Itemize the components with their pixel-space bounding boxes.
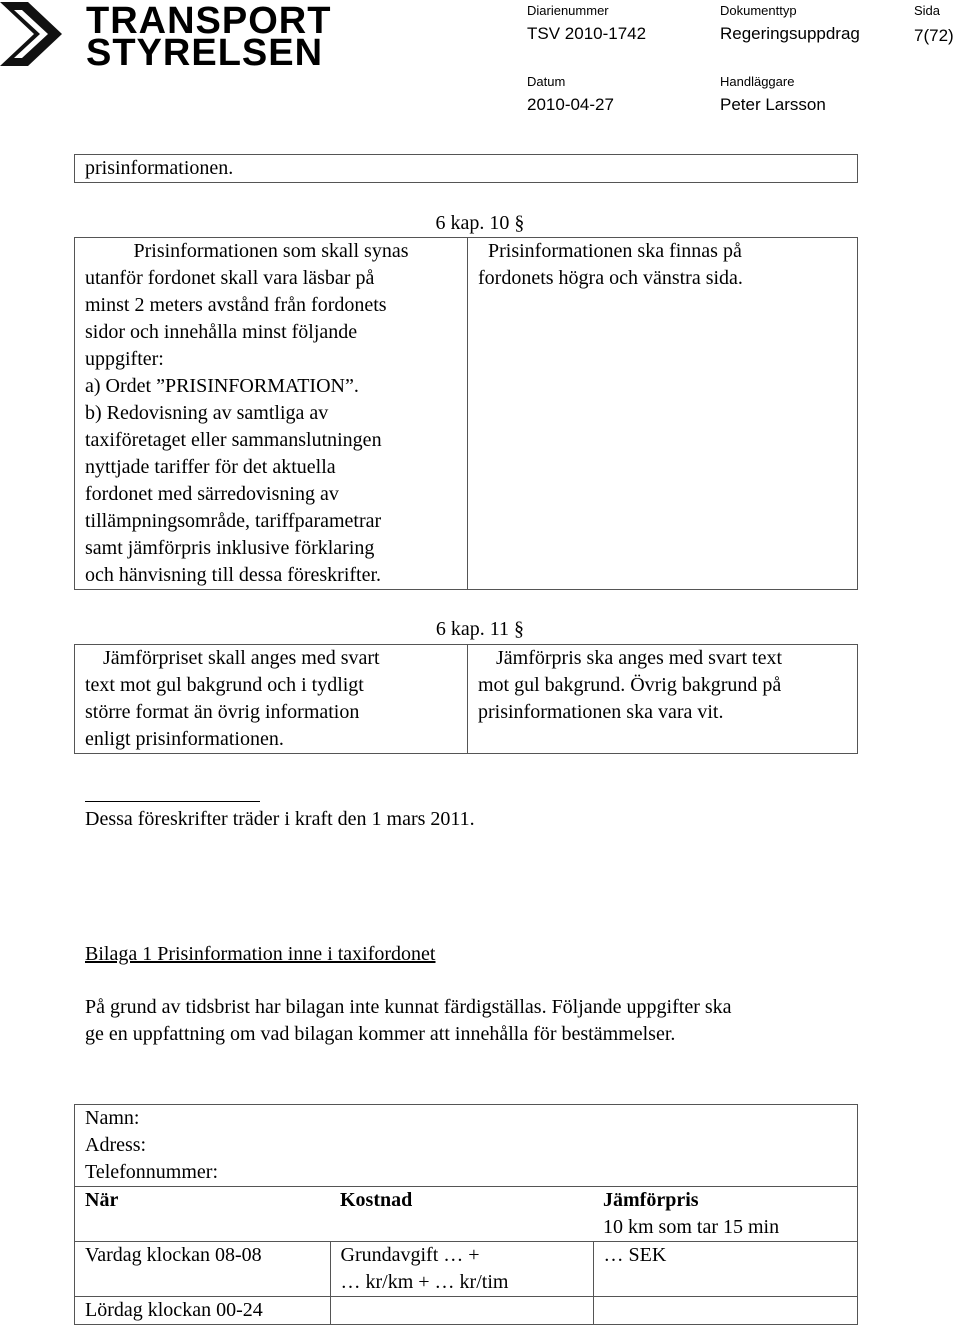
kap10-heading: 6 kap. 10 § [435,212,525,234]
col-nar-header [75,1187,331,1242]
row2-jamforpris-cell [593,1297,858,1325]
row1-jamforpris-text: … SEK [603,1244,667,1266]
col-jamforpris-sub: 10 km som tar 15 min [603,1216,780,1238]
row1-kostnad-line2: … kr/km + … kr/tim [340,1271,509,1293]
kap10-left-cell [75,238,468,590]
kap11-left-line-3: enligt prisinformationen. [85,728,284,750]
kap11-heading: 6 kap. 11 § [435,618,525,640]
handlaggare-label: Handläggare [720,74,795,89]
datum-value: 2010-04-27 [527,95,614,114]
kap10-left-line-4: uppgifter: [85,348,164,370]
telefon-label: Telefonnummer: [85,1161,218,1183]
continuation-empty-cell [467,155,858,183]
kap10-left-line-11: samt jämförpris inklusive förklaring [85,537,375,559]
kap10-right-cell [468,238,858,590]
sida-value: 7(72) [914,26,954,45]
kap10-left-line-7: taxiföretaget eller sammanslutningen [85,429,382,451]
row2-nar-cell [75,1297,331,1325]
kap11-left-line-2: större format än övrig information [85,701,360,723]
kap10-left-line-5: a) Ordet ”PRISINFORMATION”. [85,375,359,397]
col-jamforpris-header [593,1187,858,1242]
kap11-right-line-2: prisinformationen ska vara vit. [478,701,724,723]
kap10-right-line-0: Prisinformationen ska finnas på [488,240,742,262]
kap11-left-line-1: text mot gul bakgrund och i tydligt [85,674,364,696]
row2-nar-text: Lördag klockan 00-24 [85,1299,263,1321]
col-jamforpris-text: Jämförpris [603,1189,699,1211]
handlaggare-value: Peter Larsson [720,95,826,114]
row2-kostnad-cell [330,1297,593,1325]
row1-nar-cell [75,1242,331,1297]
dokumenttyp-value: Regeringsuppdrag [720,24,860,43]
kap10-right-line-1: fordonets högra och vänstra sida. [478,267,743,289]
price-info-form-table [74,1104,858,1325]
diarienummer-label: Diarienummer [527,3,609,18]
kap11-right-line-0: Jämförpris ska anges med svart text [496,647,783,669]
continuation-cell [75,155,468,183]
kap10-table [74,237,858,590]
row1-nar-text: Vardag klockan 08-08 [85,1244,262,1266]
row1-jamforpris-cell [593,1242,858,1297]
continuation-table [74,154,858,183]
logo-mark-icon [0,0,80,70]
kap11-right-cell [468,645,858,754]
bilaga-paragraph-line1: På grund av tidsbrist har bilagan inte kunnat färdigställas. Följande uppgifter ska [85,996,732,1018]
kap10-left-line-8: nyttjade tariffer för det aktuella [85,456,336,478]
logo-line1: TRANSPORT [86,0,332,42]
bilaga-paragraph-line2: ge en uppfattning om vad bilagan kommer att innehålla för bestämmelser. [85,1023,676,1045]
kap10-left-line-0: Prisinformationen som skall synas [133,240,409,262]
kap10-left-line-12: och hänvisning till dessa föreskrifter. [85,564,382,586]
adress-label: Adress: [85,1134,147,1156]
logo-line2: STYRELSEN [86,32,324,74]
effective-date-note: Dessa föreskrifter träder i kraft den 1 mars 2011. [85,808,475,830]
kap10-left-line-6: b) Redovisning av samtliga av [85,402,329,424]
kap10-left-line-10: tillämpningsområde, tariffparametrar [85,510,382,532]
kap11-table [74,644,858,754]
dokumenttyp-label: Dokumenttyp [720,3,797,18]
transportstyrelsen-logo [0,0,332,74]
kap11-left-line-0: Jämförpriset skall anges med svart [103,647,380,669]
bilaga-title: Bilaga 1 Prisinformation inne i taxifordonet [85,943,436,965]
kap11-right-line-1: mot gul bakgrund. Övrig bakgrund på [478,674,782,696]
sida-label: Sida [914,3,941,18]
row1-kostnad-line1: Grundavgift … + [340,1244,480,1266]
footnote-rule [85,801,260,802]
col-kostnad-header [330,1187,593,1242]
datum-label: Datum [527,74,566,89]
kap10-left-line-3: sidor och innehålla minst följande [85,321,358,343]
kap10-left-line-9: fordonet med särredovisning av [85,483,339,505]
diarienummer-value: TSV 2010-1742 [527,24,647,43]
col-nar-text: När [85,1189,119,1211]
row1-kostnad-cell [330,1242,593,1297]
kap11-left-cell [75,645,468,754]
continuation-text: prisinformationen. [85,157,234,179]
kap10-left-line-1: utanför fordonet skall vara läsbar på [85,267,375,289]
col-kostnad-text: Kostnad [340,1189,413,1211]
namn-label: Namn: [85,1107,140,1129]
kap10-left-line-2: minst 2 meters avstånd från fordonets [85,294,387,316]
contact-cell [75,1105,858,1187]
